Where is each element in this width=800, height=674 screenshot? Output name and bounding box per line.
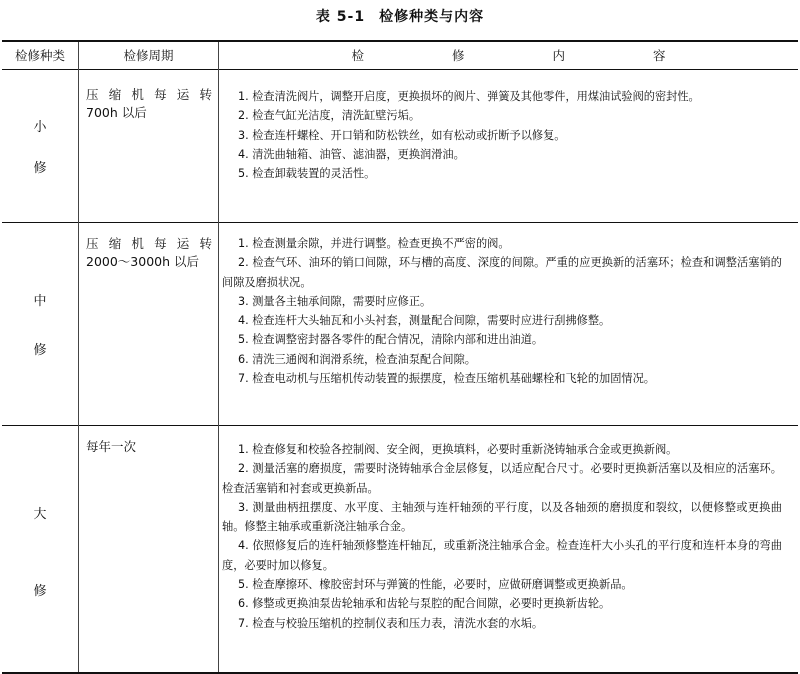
- maintenance-item: 7. 检查与校验压缩机的控制仪表和压力表，清洗水套的水垢。: [238, 616, 544, 630]
- maintenance-item: 5. 检查摩擦环、橡胶密封环与弹簧的性能，必要时，应做研磨调整或更换新品。: [238, 578, 633, 592]
- maintenance-item: 2. 检查气环、油环的销口间隙，环与槽的高度、深度的间隙。严重的应更换新的活塞环；检查和调整活塞销的间隙及磨损状况。: [222, 256, 782, 289]
- maintenance-item: 4. 依照修复后的连杆轴颈修整连杆轴瓦，或重新浇注轴承合金。检查连杆大小头孔的平行度和连杆本身的弯曲度，必要时加以修复。: [222, 539, 782, 572]
- maintenance-item: 4. 检查连杆大头轴瓦和小头衬套，测量配合间隙，需要时应进行刮拂修整。: [238, 314, 611, 328]
- maintenance-item: 5. 检查调整密封器各零件的配合情况，清除内部和进出油道。: [238, 333, 544, 347]
- maintenance-item: 7. 检查电动机与压缩机传动装置的振摆度，检查压缩机基础螺栓和飞轮的加固情况。: [238, 372, 655, 386]
- maintenance-item: 3. 测量曲柄扭摆度、水平度、主轴颈与连杆轴颈的平行度，以及各轴颈的磨损度和裂纹，以便修整或更换曲轴。修整主轴承或重新浇注轴承合金。: [222, 500, 782, 534]
- row-minor-type: 小 修: [33, 120, 47, 176]
- maintenance-item: 6. 修整或更换油泵齿轮轴承和齿轮与泵腔的配合间隙，必要时更换新齿轮。: [238, 597, 611, 611]
- top-rule: [2, 40, 798, 42]
- column-divider-2: [218, 42, 219, 672]
- maintenance-item: 1. 检查修复和校验各控制阀、安全阀，更换填料，必要时重新浇铸轴承合金或更换新阀。: [238, 443, 678, 456]
- header-type: 检修种类: [14, 48, 65, 63]
- row-medium-type: 中 修: [33, 294, 47, 358]
- maintenance-item: 1. 检查测量余隙，并进行调整。检查更换不严密的阀。: [238, 237, 510, 250]
- header-period: 检修周期: [123, 48, 174, 63]
- maintenance-item: 2. 测量活塞的磨损度，需要时浇铸轴承合金层修复，以适应配合尺寸。必要时更换新活塞以及相应的活塞环。检查活塞销和衬套或更换新品。: [222, 462, 782, 495]
- maintenance-item: 1. 检查清洗阀片，调整开启度，更换损坏的阀片、弹簧及其他零件，用煤油试验阀的密封性。: [238, 90, 700, 103]
- maintenance-item: 2. 检查气缸光洁度，清洗缸壁污垢。: [238, 109, 421, 123]
- maintenance-item: 4. 清洗曲轴箱、油管、滤油器，更换润滑油。: [238, 147, 465, 161]
- header-content: 检 修 内 容: [351, 48, 666, 63]
- table-caption: [0, 6, 800, 26]
- row-divider-2: [2, 425, 798, 426]
- maintenance-item: 6. 清洗三通阀和润滑系统，检查油泵配合间隙。: [238, 352, 476, 366]
- table-title: 检修种类与内容: [379, 9, 485, 25]
- maintenance-item: 5. 检查卸载装置的灵活性。: [238, 167, 376, 181]
- row-divider-1: [2, 222, 798, 223]
- maintenance-item: 3. 测量各主轴承间隙，需要时应修正。: [238, 294, 432, 308]
- column-divider-1: [78, 42, 79, 672]
- header-rule: [2, 69, 798, 70]
- row-minor-content: [222, 87, 782, 183]
- maintenance-item: 3. 检查连杆螺栓、开口销和防松铁丝，如有松动或折断予以修复。: [238, 128, 566, 142]
- row-medium-content: [222, 234, 782, 388]
- row-medium-period: 压缩机每运转 2000～3000h 以后: [86, 236, 212, 269]
- row-major-period: 每年一次: [86, 439, 137, 454]
- row-minor-period: 压缩机每运转 700h 以后: [86, 87, 212, 120]
- table-number: 表 5-1: [315, 9, 366, 25]
- row-major-type: 大 修: [33, 507, 47, 599]
- row-major-content: [222, 440, 782, 633]
